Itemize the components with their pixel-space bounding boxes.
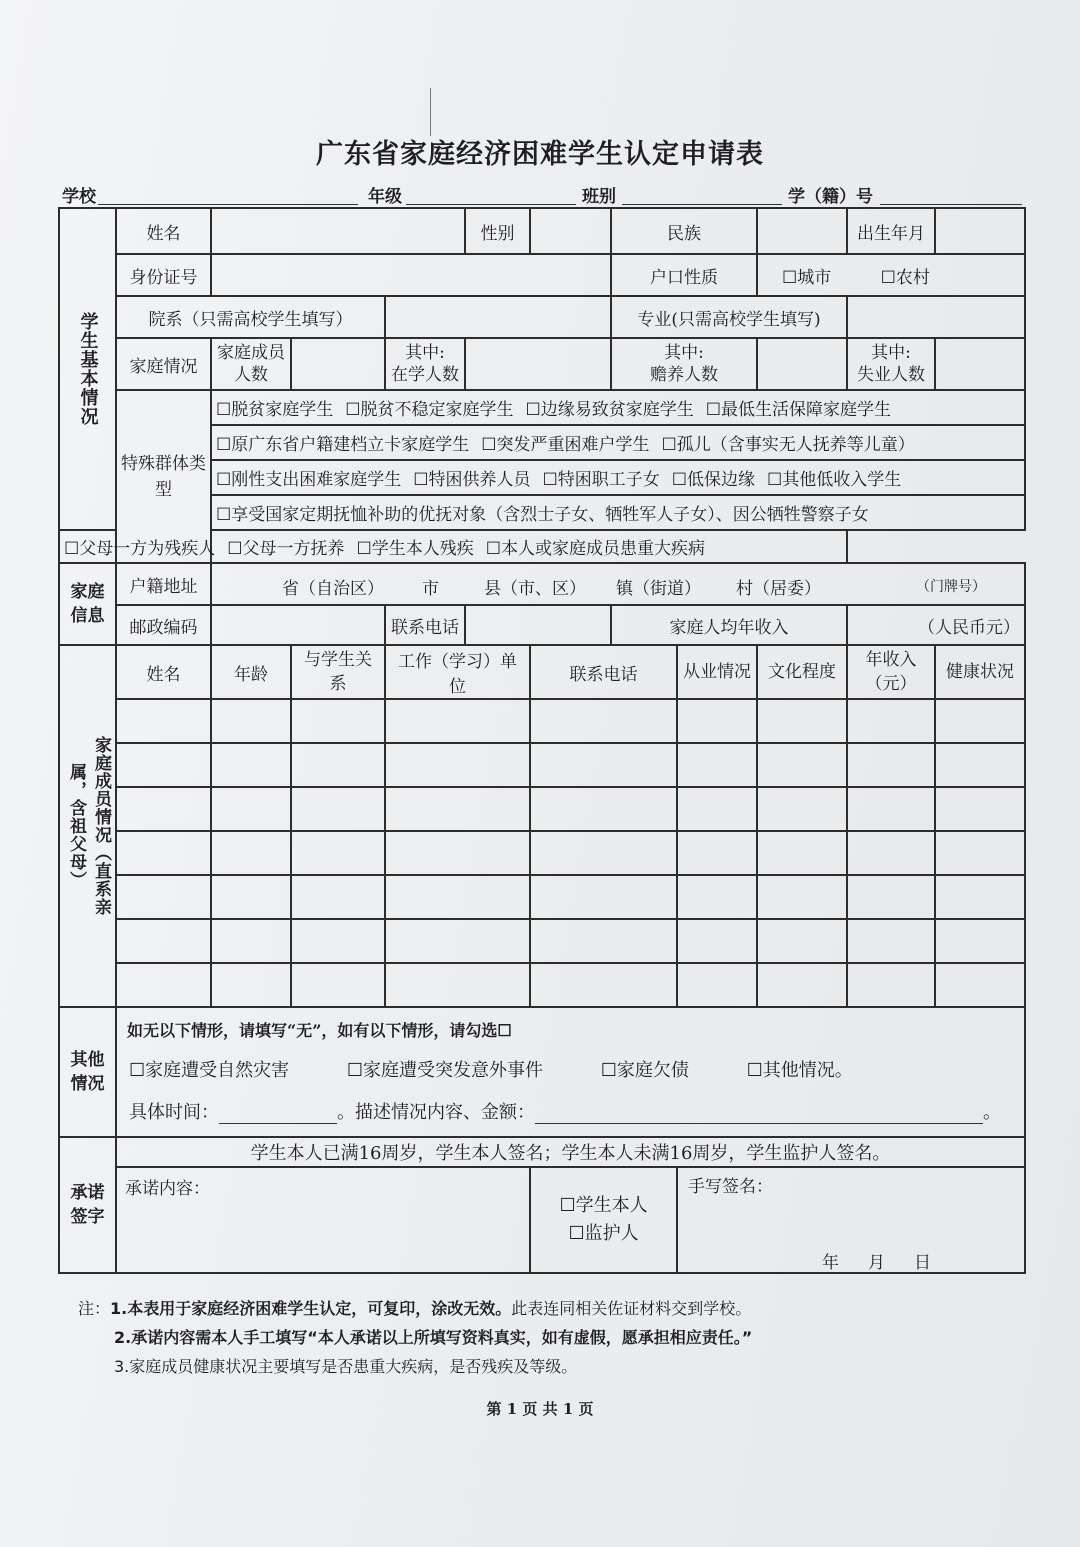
- phone-label: 联系电话: [385, 605, 465, 645]
- special-group-checkbox[interactable]: ☐ 父母一方为残疾人: [64, 534, 215, 559]
- other-situation-block: [116, 1007, 1025, 1137]
- special-group-checkbox[interactable]: ☐ 突发严重困难户学生: [481, 430, 649, 455]
- col-employment: 从业情况: [677, 645, 757, 699]
- door-number-label: （门牌号）: [916, 579, 986, 595]
- special-group-checkbox[interactable]: ☐ 其他低收入学生: [767, 465, 901, 490]
- guardian-checkbox[interactable]: ☐ 监护人: [568, 1220, 638, 1248]
- other-section-label: 其他情况: [59, 1007, 116, 1137]
- pledge-section-label: 承诺签字: [59, 1137, 116, 1273]
- natural-disaster-checkbox[interactable]: ☐ 家庭遭受自然灾害: [129, 1056, 289, 1082]
- col-age: 年龄: [211, 645, 291, 699]
- special-group-checkbox[interactable]: ☐ 脱贫不稳定家庭学生: [345, 395, 513, 420]
- postcode-field[interactable]: [211, 605, 385, 645]
- month-label: 月: [868, 1253, 886, 1273]
- year-label: 年: [822, 1253, 840, 1273]
- other-instruction: 如无以下情形，请填写“无”，如有以下情形，请勾选☐: [127, 1021, 512, 1040]
- debt-checkbox[interactable]: ☐ 家庭欠债: [601, 1056, 689, 1082]
- village-label: 村（居委）: [736, 579, 821, 599]
- province-label: 省（自治区）: [282, 579, 384, 599]
- member-row: [59, 743, 1025, 787]
- note-3: 3.家庭成员健康状况主要填写是否患重大疾病，是否残疾及等级。: [114, 1357, 578, 1376]
- col-workplace: 工作（学习）单位: [385, 645, 530, 699]
- phone-field[interactable]: [465, 605, 611, 645]
- student-id-field[interactable]: [880, 204, 1022, 205]
- col-relation: 与学生关系: [291, 645, 385, 699]
- special-group-row: [211, 390, 1025, 425]
- id-card-field[interactable]: [211, 254, 611, 296]
- pledge-content-label: 承诺内容：: [125, 1179, 210, 1199]
- student-id-label: 学（籍）号: [788, 187, 873, 207]
- special-group-checkbox[interactable]: ☐ 学生本人残疾: [357, 534, 474, 559]
- ethnicity-field[interactable]: [757, 208, 847, 254]
- application-table: [58, 207, 1026, 1274]
- major-field[interactable]: [847, 296, 1025, 338]
- department-label: 院系（只需高校学生填写）: [116, 296, 385, 338]
- hukou-type-label: 户口性质: [611, 254, 757, 296]
- col-name: 姓名: [116, 645, 211, 699]
- signature-label: 手写签名：: [688, 1177, 774, 1197]
- birth-field[interactable]: [935, 208, 1025, 254]
- income-label: 家庭人均年收入: [611, 605, 847, 645]
- student-checkbox[interactable]: ☐ 学生本人: [559, 1192, 647, 1220]
- form-title: 广东省家庭经济困难学生认定申请表: [316, 139, 764, 170]
- department-field[interactable]: [385, 296, 611, 338]
- special-group-row: [211, 460, 1025, 495]
- page-number: 第 1 页 共 1 页: [486, 1400, 594, 1418]
- signer-options: [530, 1167, 677, 1273]
- special-group-checkbox[interactable]: ☐ 边缘易致贫家庭学生: [526, 395, 694, 420]
- unemployed-count-field[interactable]: [935, 338, 1025, 390]
- id-card-label: 身份证号: [116, 254, 211, 296]
- col-health: 健康状况: [935, 645, 1025, 699]
- day-label: 日: [914, 1253, 932, 1273]
- school-field[interactable]: [98, 204, 358, 205]
- col-income: 年收入（元）: [847, 645, 935, 699]
- description-field[interactable]: [535, 1107, 983, 1124]
- income-field[interactable]: （人民币元）: [847, 605, 1025, 645]
- members-count-label: 家庭成员人数: [211, 338, 291, 390]
- basic-section-label: 学生基本情况: [59, 208, 116, 530]
- note-2: 2.承诺内容需本人手工填写“本人承诺以上所填写资料真实，如有虚假，愿承担相应责任。”: [114, 1328, 753, 1347]
- town-label: 镇（街道）: [616, 579, 701, 599]
- members-section-label: 家庭成员情况（直系亲属，含祖父母）: [59, 645, 116, 1007]
- special-group-checkbox[interactable]: ☐ 最低生活保障家庭学生: [706, 395, 891, 420]
- description-label: 。描述情况内容、金额：: [337, 1102, 535, 1123]
- special-group-checkbox[interactable]: ☐ 孤儿（含事实无人抚养等儿童）: [662, 430, 915, 455]
- unemployed-count-label: 其中: 失业人数: [847, 338, 935, 390]
- county-label: 县（市、区）: [484, 579, 586, 599]
- family-label: 家庭情况: [116, 338, 211, 390]
- signature-field[interactable]: [677, 1167, 1025, 1273]
- dependents-count-field[interactable]: [757, 338, 847, 390]
- other-detail-line: 具体时间： 。描述情况内容、金额： 。: [129, 1102, 1001, 1123]
- special-group-checkbox[interactable]: ☐ 享受国家定期抚恤补助的优抚对象（含烈士子女、牺牲军人子女）、因公牺牲警察子女: [216, 500, 869, 525]
- special-group-checkbox[interactable]: ☐ 原广东省户籍建档立卡家庭学生: [216, 430, 469, 455]
- time-label: 具体时间：: [129, 1102, 219, 1123]
- special-group-row: [211, 425, 1025, 460]
- postcode-label: 邮政编码: [116, 605, 211, 645]
- special-group-row: [59, 530, 847, 563]
- special-group-checkbox[interactable]: ☐ 脱贫家庭学生: [216, 395, 333, 420]
- member-row: [59, 963, 1025, 1007]
- grade-label: 年级: [368, 187, 402, 207]
- birth-label: 出生年月: [847, 208, 935, 254]
- major-label: 专业(只需高校学生填写): [611, 296, 847, 338]
- special-group-checkbox[interactable]: ☐ 低保边缘: [672, 465, 755, 490]
- special-group-row: [211, 495, 1025, 530]
- students-count-field[interactable]: [465, 338, 611, 390]
- notes: [78, 1294, 752, 1381]
- special-group-label: 特殊群体类型: [116, 390, 211, 563]
- address-field[interactable]: [211, 563, 1025, 605]
- col-phone: 联系电话: [530, 645, 677, 699]
- class-label: 班别: [582, 187, 616, 207]
- class-field[interactable]: [622, 204, 782, 205]
- members-count-field[interactable]: [291, 338, 385, 390]
- gender-label: 性别: [465, 208, 530, 254]
- col-education: 文化程度: [757, 645, 847, 699]
- special-group-checkbox[interactable]: ☐ 父母一方抚养: [227, 534, 344, 559]
- family-info-section-label: 家庭信息: [59, 563, 116, 645]
- other-options: [129, 1056, 865, 1082]
- pledge-notice: 学生本人已满16周岁，学生本人签名；学生本人未满16周岁，学生监护人签名。: [116, 1137, 1025, 1167]
- member-row: [59, 875, 1025, 919]
- member-row: [59, 919, 1025, 963]
- name-label: 姓名: [116, 208, 211, 254]
- special-group-checkbox[interactable]: ☐ 特困职工子女: [543, 465, 660, 490]
- note-1: 注：1.本表用于家庭经济困难学生认定，可复印，涂改无效。此表连同相关佐证材料交到学校。: [78, 1299, 752, 1318]
- member-row: [59, 787, 1025, 831]
- special-group-checkbox[interactable]: ☐ 本人或家庭成员患重大疾病: [486, 534, 705, 559]
- hukou-city-checkbox[interactable]: ☐ 城市: [782, 263, 831, 288]
- school-label: 学校: [62, 187, 96, 207]
- hukou-options: [757, 254, 1025, 296]
- paper-crease: [430, 88, 431, 136]
- hukou-rural-checkbox[interactable]: ☐ 农村: [881, 263, 930, 288]
- other-situation-checkbox[interactable]: ☐ 其他情况。: [747, 1056, 853, 1082]
- pledge-content-field[interactable]: [116, 1167, 530, 1273]
- time-field[interactable]: [219, 1107, 337, 1124]
- special-group-checkbox[interactable]: ☐ 刚性支出困难家庭学生: [216, 465, 401, 490]
- header-fields: [62, 180, 1022, 210]
- grade-field[interactable]: [406, 204, 576, 205]
- member-row: [59, 831, 1025, 875]
- dependents-count-label: 其中: 赡养人数: [611, 338, 757, 390]
- member-row: [59, 699, 1025, 743]
- special-group-checkbox[interactable]: ☐ 特困供养人员: [413, 465, 530, 490]
- name-field[interactable]: [211, 208, 465, 254]
- address-label: 户籍地址: [116, 563, 211, 605]
- students-count-label: 其中: 在学人数: [385, 338, 465, 390]
- accident-checkbox[interactable]: ☐ 家庭遭受突发意外事件: [347, 1056, 543, 1082]
- gender-field[interactable]: [530, 208, 611, 254]
- ethnicity-label: 民族: [611, 208, 757, 254]
- city-label: 市: [422, 579, 439, 599]
